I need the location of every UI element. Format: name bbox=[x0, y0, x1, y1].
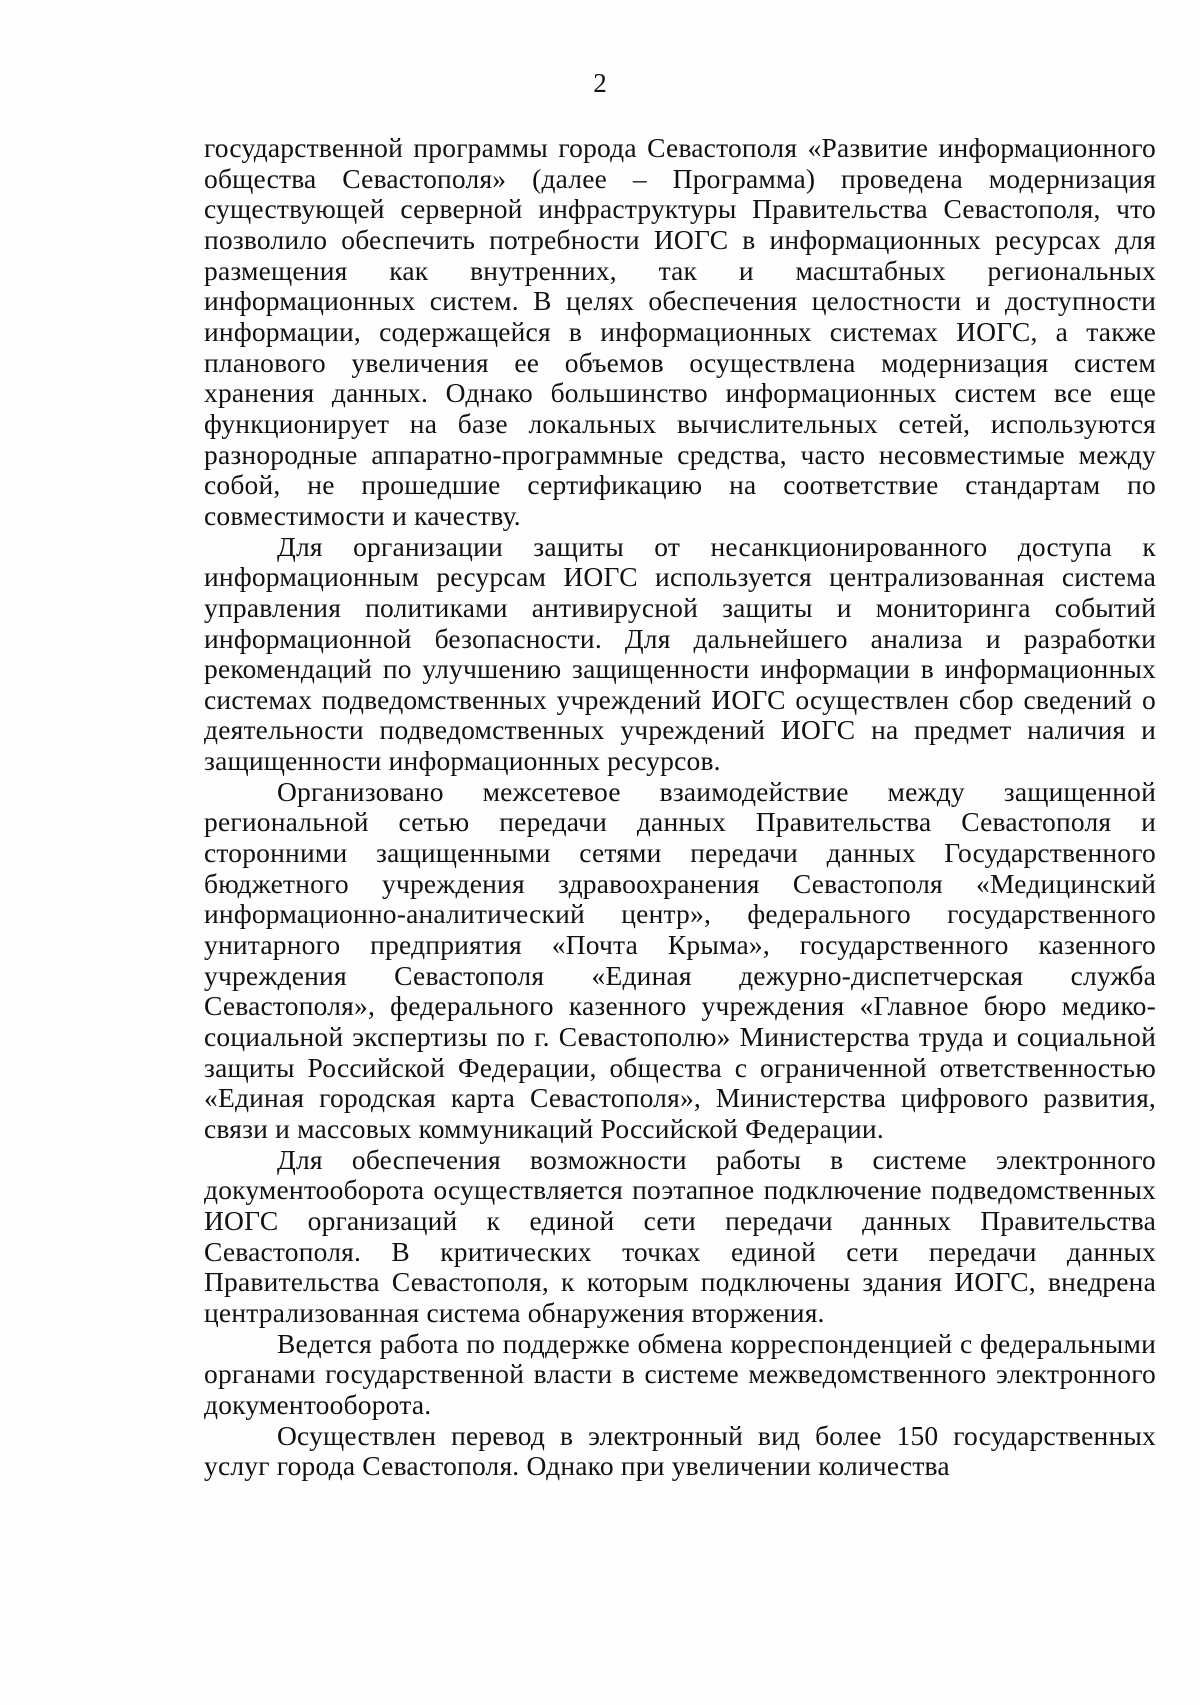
document-body bbox=[204, 133, 1156, 1482]
paragraph-network-interaction: Организовано межсетевое взаимодействие между защищенной региональной сетью передачи данных Правительства Севастополя и сторонними защищенными сетями передачи данных Государственного бюджетного учреждения здравоохранения Севастополя «Медицинский информационно-аналитический центр», федерального государственного унитарного предприятия «Почта Крыма», государственного казенного учреждения Севастополя «Единая дежурно-диспетчерская служба Севастополя», федерального казенного учреждения «Главное бюро медико-социальной экспертизы по г. Севастополю» Министерства труда и социальной защиты Российской Федерации, общества с ограниченной ответственностью «Единая городская карта Севастополя», Министерства цифрового развития, связи и массовых коммуникаций Российской Федерации. bbox=[204, 775, 1156, 1144]
paragraph-security: Для организации защиты от несанкционированного доступа к информационным ресурсам ИОГС используется централизованная система управления политиками антивирусной защиты и мониторинга событий информационной безопасности. Для дальнейшего анализа и разработки рекомендаций по улучшению защищенности информации в информационных системах подведомственных учреждений ИОГС осуществлен сбор сведений о деятельности подведомственных учреждений ИОГС на предмет наличия и защищенности информационных ресурсов. bbox=[204, 530, 1156, 777]
paragraph-correspondence: Ведется работа по поддержке обмена корреспонденцией с федеральными органами государственной власти в системе межведомственного электронного документооборота. bbox=[204, 1327, 1156, 1420]
paragraph-edms-connection: Для обеспечения возможности работы в системе электронного документооборота осуществляется поэтапное подключение подведомственных ИОГС организаций к единой сети передачи данных Правительства Севастополя. В критических точках единой сети передачи данных Правительства Севастополя, к которым подключены здания ИОГС, внедрена централизованная система обнаружения вторжения. bbox=[204, 1143, 1156, 1328]
page-number: 2 bbox=[593, 68, 607, 98]
paragraph-continuation: государственной программы города Севастополя «Развитие информационного общества Севастополя» (далее – Программа) проведена модернизация существующей серверной инфраструктуры Правительства Севастополя, что позволило обеспечить потребности ИОГС в информационных ресурсах для размещения как внутренних, так и масштабных региональных информационных систем. В целях обеспечения целостности и доступности информации, содержащейся в информационных системах ИОГС, а также планового увеличения ее объемов осуществлена модернизация систем хранения данных. Однако большинство информационных систем все еще функционирует на базе локальных вычислительных сетей, используются разнородные аппаратно-программные средства, часто несовместимые между собой, не прошедшие сертификацию на соответствие стандартам по совместимости и качеству. bbox=[204, 132, 1156, 531]
paragraph-electronic-services: Осуществлен перевод в электронный вид более 150 государственных услуг города Севастополя. Однако при увеличении количества bbox=[204, 1419, 1156, 1482]
